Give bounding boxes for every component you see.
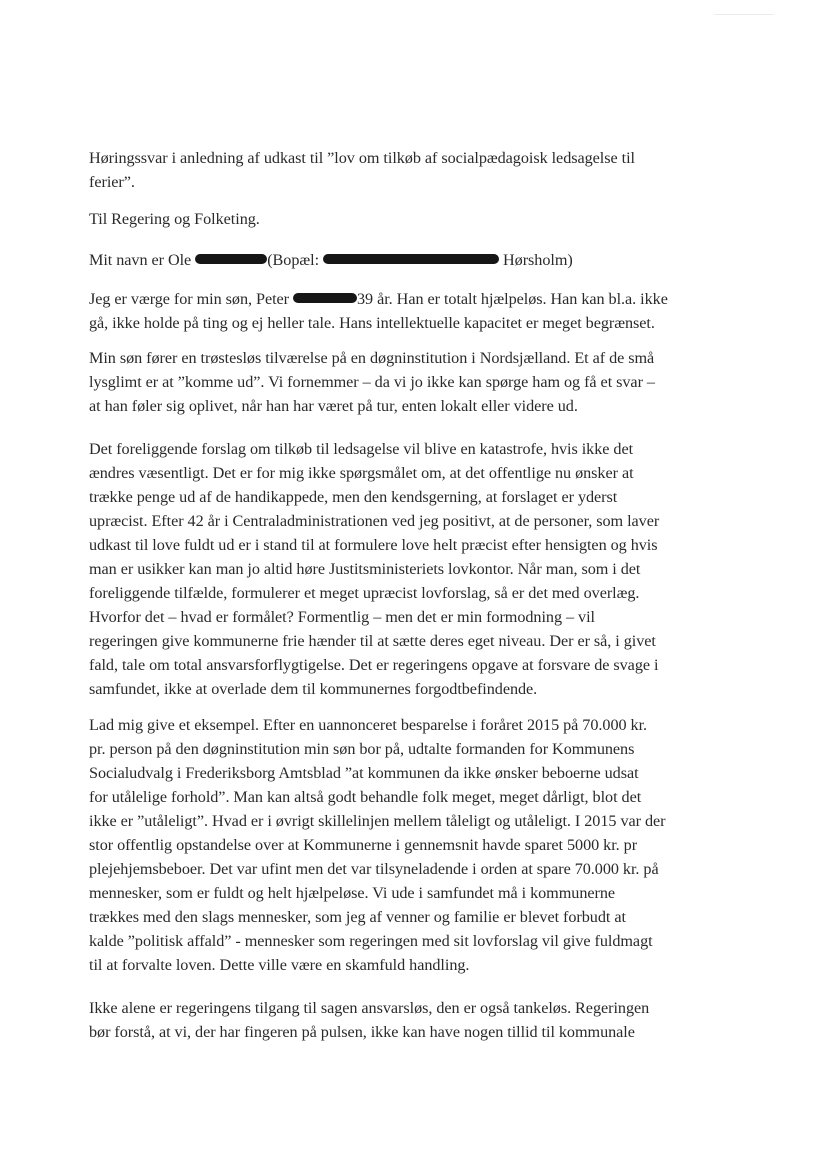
title-line-1: Høringssvar i anledning af udkast til ”lov om tilkøb af socialpædagoisk ledsagelse til: [89, 149, 635, 167]
paragraph-4-line-5: ikke er ”utåleligt”. Hvad er i øvrigt skillelinjen mellem tåleligt og utåleligt. I 2015 var der: [89, 812, 666, 830]
paragraph-4-line-1: Lad mig give et eksempel. Efter en uannonceret besparelse i foråret 2015 på 70.000 kr.: [89, 716, 648, 734]
paragraph-5-line-1: Ikke alene er regeringens tilgang til sagen ansvarsløs, den er også tankeløs. Regeringen: [89, 999, 650, 1017]
paragraph-3-line-4: upræcist. Efter 42 år i Centraladministrationen ved jeg positivt, at de personer, som laver: [89, 512, 660, 530]
redacted-son-surname: [293, 293, 357, 303]
address-label: (Bopæl:: [267, 251, 324, 269]
address-city: Hørsholm): [499, 251, 573, 269]
paragraph-3-line-8: Hvorfor det – hvad er formålet? Formentlig – men det er min formodning – vil: [89, 608, 595, 626]
redacted-address: [323, 254, 499, 264]
redacted-surname: [195, 254, 267, 264]
guardian-prefix: Jeg er værge for min søn, Peter: [89, 290, 294, 308]
paragraph-4-line-4: for utålelige forhold”. Man kan altså godt behandle folk meget, meget dårligt, blot det: [89, 788, 642, 806]
title-line-2: ferier”.: [89, 173, 135, 191]
paragraph-3-line-3: trække penge ud af de handikappede, men den kendsgerning, at forslaget er yderst: [89, 488, 618, 506]
paragraph-5-line-2: bør forstå, at vi, der har fingeren på pulsen, ikke kan have nogen tillid til kommunale: [89, 1023, 635, 1041]
paragraph-4-line-9: trækkes med den slags mennesker, som jeg af venner og familie er blevet forbudt at: [89, 908, 626, 926]
paragraph-4-line-10: kalde ”politisk affald” - mennesker som regeringen med sit lovforslag vil give fuldmagt: [89, 932, 653, 950]
paragraph-4-line-2: pr. person på den døgninstitution min søn bor på, udtalte formanden for Kommunens: [89, 740, 635, 758]
name-line: [89, 250, 573, 270]
paragraph-1-line-1: [89, 289, 668, 309]
paragraph-3-line-10: fald, tale om total ansvarsforflygtigelse. Det er regeringens opgave at forsvare de svage i: [89, 656, 659, 674]
paragraph-3-line-6: man er usikker kan man jo altid høre Justitsministeriets lovkontor. Når man, som i det: [89, 560, 641, 578]
paragraph-4-line-7: plejehjemsbeboer. Det var ufint men det var tilsyneladende i orden at spare 70.000 kr. på: [89, 860, 659, 878]
paragraph-3-line-5: udkast til love fuldt ud er i stand til at formulere love helt præcist efter hensigten og hvis: [89, 536, 658, 554]
paragraph-3-line-9: regeringen give kommunerne frie hænder til at sætte deres eget niveau. Der er så, i givet: [89, 632, 656, 650]
paragraph-2-line-1: Min søn fører en trøstesløs tilværelse på en døgninstitution i Nordsjælland. Et af de små: [89, 349, 655, 367]
paragraph-3-line-1: Det foreliggende forslag om tilkøb til ledsagelse vil blive en katastrofe, hvis ikke det: [89, 440, 634, 458]
salutation: Til Regering og Folketing.: [89, 210, 260, 228]
paragraph-1-line-2: gå, ikke holde på ting og ej heller tale. Hans intellektuelle kapacitet er meget begrænset.: [89, 314, 655, 332]
paragraph-2-line-3: at han føler sig oplivet, når han har været på tur, enten lokalt eller videre ud.: [89, 397, 578, 415]
paragraph-4-line-6: stor offentlig opstandelse over at Kommunerne i gennemsnit havde sparet 5000 kr. pr: [89, 836, 638, 854]
paragraph-4-line-3: Socialudvalg i Frederiksborg Amtsblad ”at kommunen da ikke ønsker beboerne udsat: [89, 764, 639, 782]
paragraph-4-line-11: til at forvalte loven. Dette ville være en skamfuld handling.: [89, 956, 470, 974]
paragraph-3-line-7: foreliggende tilfælde, formulerer et meget upræcist lovforslag, så er det med overlæg.: [89, 584, 640, 602]
paragraph-4-line-8: mennesker, som er fuldt og helt hjælpeløse. Vi ude i samfundet må i kommunerne: [89, 884, 616, 902]
paragraph-2-line-2: lysglimt er at ”komme ud”. Vi fornemmer – da vi jo ikke kan spørge ham og få et svar –: [89, 373, 655, 391]
paragraph-3-line-2: ændres væsentligt. Det er for mig ikke spørgsmålet om, at det offentlige nu ønsker at: [89, 464, 634, 482]
guardian-suffix: 39 år. Han er totalt hjælpeløs. Han kan bl.a. ikke: [357, 290, 668, 308]
paragraph-3-line-11: samfundet, ikke at overlade dem til kommunernes forgodtbefindende.: [89, 680, 538, 698]
name-prefix: Mit navn er Ole: [89, 251, 196, 269]
